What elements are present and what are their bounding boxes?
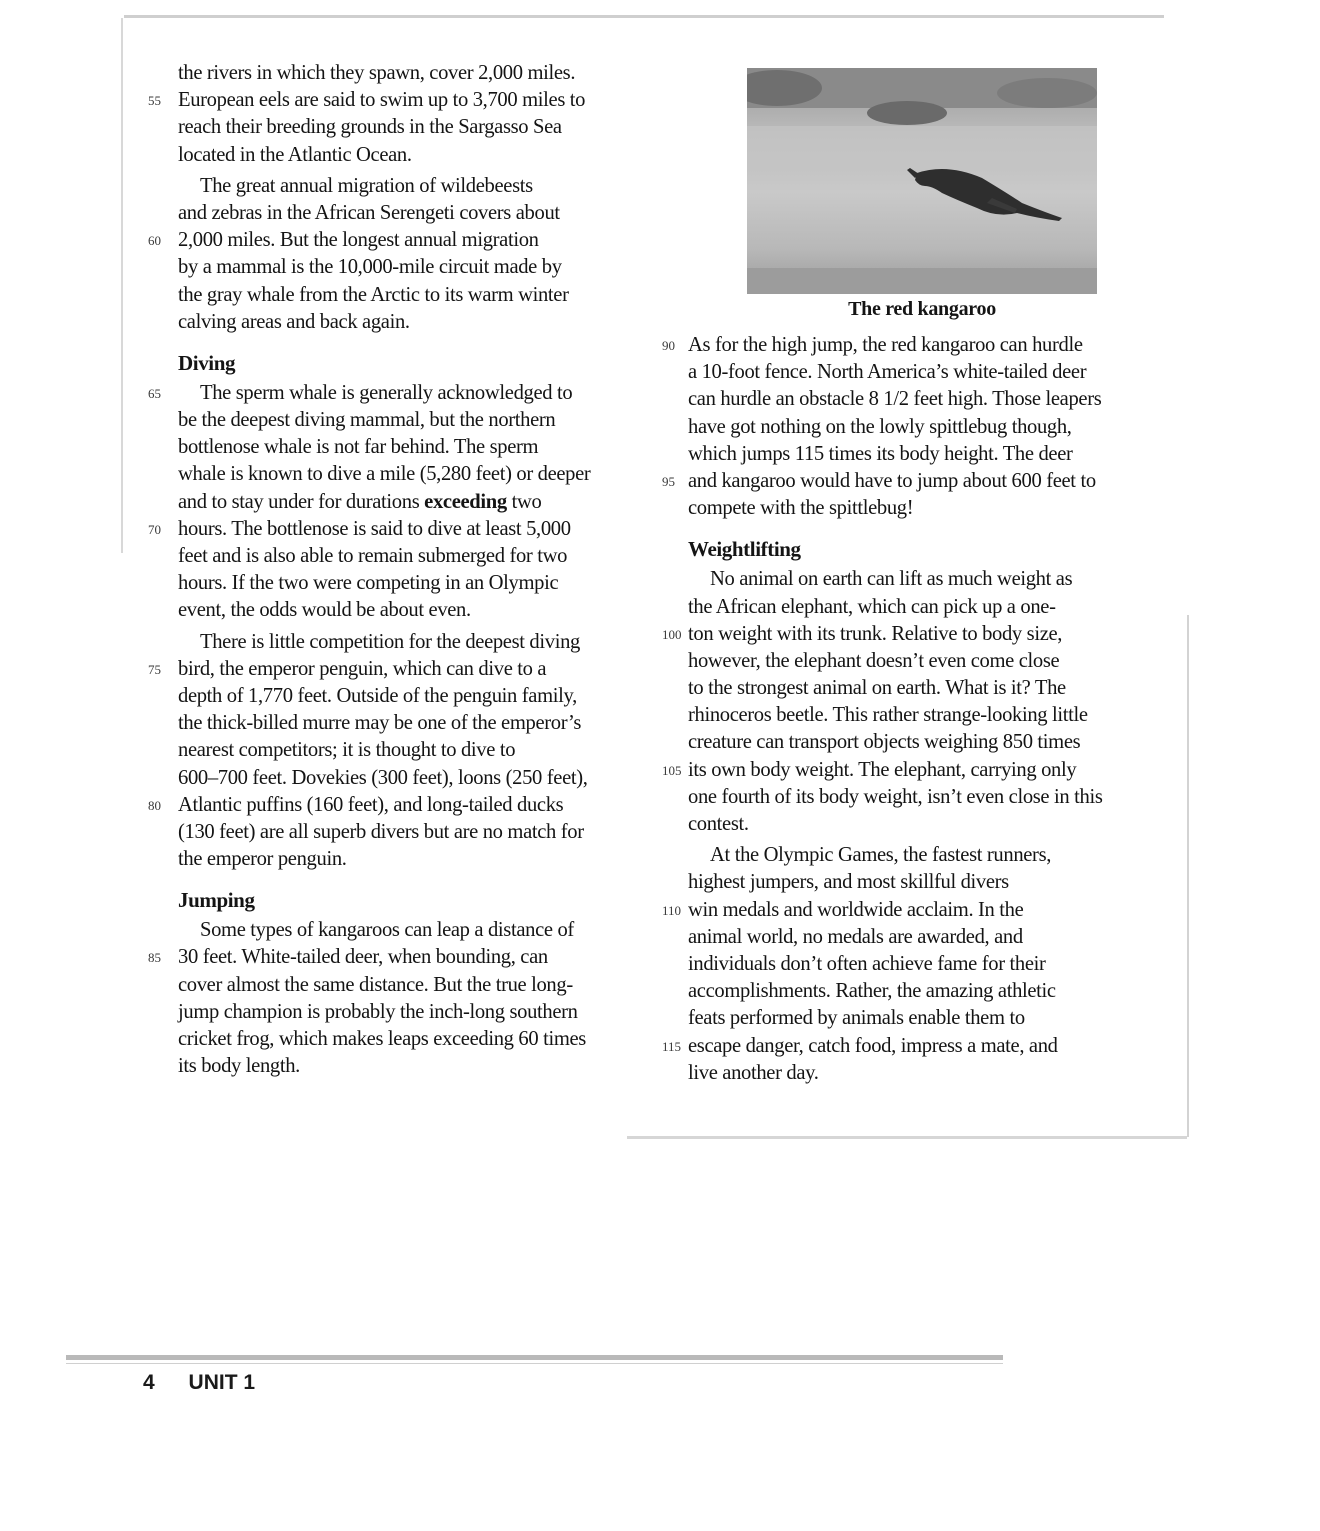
footer-rule-thin [66,1363,1003,1364]
line-text: the African elephant, which can pick up a one- [688,595,1056,618]
text-line [178,543,643,570]
line-text: the emperor penguin. [178,848,347,871]
line-text: and zebras in the African Serengeti covers about [178,201,560,224]
text-line [178,629,643,656]
line-text: however, the elephant doesn’t even come close [688,649,1060,672]
text-line [178,407,643,434]
right-text-body [662,332,1158,1087]
line-text: jump champion is probably the inch-long southern [178,1000,578,1023]
line-text: The great annual migration of wildebeests [200,174,533,197]
line-text: located in the Atlantic Ocean. [178,143,412,166]
kangaroo-photo [747,68,1097,294]
text-line [178,1053,643,1080]
text-line [148,227,643,254]
line-text: No animal on earth can lift as much weight as [710,568,1073,591]
line-text: which jumps 115 times its body height. The deer [688,442,1073,465]
text-line [662,897,1158,924]
line-text: Atlantic puffins (160 feet), and long-tailed ducks [178,793,564,816]
text-line [178,489,643,516]
text-line [688,784,1158,811]
page-footer [143,1371,255,1395]
line-text: depth of 1,770 feet. Outside of the penguin family, [178,684,577,707]
text-line [178,254,643,281]
text-line [662,332,1158,359]
line-text: European eels are said to swim up to 3,700 miles to [178,89,586,112]
line-text: As for the high jump, the red kangaroo can hurdle [688,334,1083,356]
line-text: animal world, no medals are awarded, and [688,925,1023,948]
line-number: 110 [662,902,682,918]
line-text: can hurdle an obstacle 8 1/2 feet high. Those leapers [688,388,1102,411]
text-line [688,951,1158,978]
text-line [662,1033,1158,1060]
text-line [178,60,643,87]
line-text: bird, the emperor penguin, which can dive to a [178,657,547,680]
line-text: and kangaroo would have to jump about 600 feet to [688,469,1096,492]
line-text: 2,000 miles. But the longest annual migration [178,229,539,252]
text-segment: and to stay under for durations [178,490,425,513]
line-number: 95 [662,473,675,489]
text-line [178,1026,643,1053]
line-text: calving areas and back again. [178,310,410,333]
text-line [688,702,1158,729]
text-line [688,1060,1158,1087]
line-number: 105 [662,762,682,778]
text-line [688,842,1158,869]
text-line [688,924,1158,951]
line-text: individuals don’t often achieve fame for their [688,952,1046,975]
line-text: event, the odds would be about even. [178,599,471,622]
line-text: cricket frog, which makes leaps exceeding 60 times [178,1028,586,1050]
line-text: 30 feet. White-tailed deer, when bounding, can [178,946,548,969]
line-text: win medals and worldwide acclaim. In the [688,898,1024,921]
text-line [688,1005,1158,1032]
line-text: accomplishments. Rather, the amazing athletic [688,980,1056,1003]
text-line [148,87,643,114]
text-line [178,819,643,846]
line-text: live another day. [688,1061,819,1084]
line-text: the gray whale from the Arctic to its warm winter [178,283,569,306]
text-line [148,792,643,819]
section-heading: Jumping [178,888,255,913]
right-border-rule [1187,615,1189,1137]
line-text: reach their breeding grounds in the Sargasso Sea [178,116,562,139]
text-line [178,597,643,624]
line-text: hours. The bottlenose is said to dive at least 5,000 [178,517,571,540]
text-line [178,282,643,309]
line-text: (130 feet) are all superb divers but are no match for [178,820,584,843]
text-line [178,765,643,792]
text-line [178,710,643,737]
line-number: 65 [148,385,161,401]
line-number: 85 [148,950,161,966]
top-border-rule [124,15,1164,18]
text-segment: two [506,490,542,513]
page-number: 4 [143,1371,155,1394]
text-line [148,380,643,407]
text-line [688,675,1158,702]
line-text: whale is known to dive a mile (5,280 feet) or deeper [178,463,591,486]
text-line [178,114,643,141]
line-number: 60 [148,233,161,249]
line-text: by a mammal is the 10,000-mile circuit made by [178,256,562,279]
left-border-rule [121,18,123,553]
line-number: 90 [662,338,675,353]
kangaroo-illustration [747,68,1097,294]
line-text: the rivers in which they spawn, cover 2,000 miles. [178,62,576,84]
line-text: ton weight with its trunk. Relative to body size, [688,622,1063,645]
text-line [148,944,643,971]
line-text: creature can transport objects weighing 850 times [688,731,1081,754]
text-line [178,999,643,1026]
line-number: 115 [662,1038,682,1054]
text-line [662,468,1158,495]
text-line [662,621,1158,648]
text-line [688,495,1158,522]
line-text: be the deepest diving mammal, but the northern [178,409,556,432]
line-text: one fourth of its body weight, isn’t even close in this [688,785,1103,808]
text-line [178,173,643,200]
text-line [688,566,1158,593]
line-text: There is little competition for the deepest diving [200,630,580,653]
line-text: its own body weight. The elephant, carrying only [688,758,1077,781]
footer-rule [66,1355,1003,1360]
text-line [178,142,643,169]
text-line [148,516,643,543]
text-line [178,309,643,336]
line-text: to the strongest animal on earth. What is it? The [688,677,1066,700]
line-text: its body length. [178,1055,300,1078]
text-line [178,846,643,873]
line-text: nearest competitors; it is thought to dive to [178,739,516,762]
line-number: 80 [148,797,161,813]
text-line [178,683,643,710]
line-text: The sperm whale is generally acknowledged to [200,381,573,404]
line-text: rhinoceros beetle. This rather strange-looking little [688,704,1088,727]
line-text: contest. [688,813,749,835]
photo-caption: The red kangaroo [848,298,996,320]
line-text: At the Olympic Games, the fastest runners, [710,844,1052,867]
line-text: Some types of kangaroos can leap a distance of [200,919,574,942]
line-text: hours. If the two were competing in an Olympic [178,572,559,595]
line-number: 100 [662,626,682,642]
left-text-column [148,60,643,1080]
right-text-column [662,64,1158,1087]
unit-label: UNIT 1 [188,1371,256,1394]
bottom-border-rule [627,1136,1187,1139]
line-text: feet and is also able to remain submerged for two [178,545,568,567]
section-heading: Diving [178,350,236,375]
line-text: compete with the spittlebug! [688,497,914,520]
text-line [178,737,643,764]
text-line [688,359,1158,386]
line-text: a 10-foot fence. North America’s white-tailed deer [688,361,1087,384]
line-text: 600–700 feet. Dovekies (300 feet), loons (250 feet), [178,766,588,789]
text-line [178,461,643,488]
text-line [178,972,643,999]
line-text: the thick-billed murre may be one of the emperor’s [178,712,582,735]
line-text: bottlenose whale is not far behind. The sperm [178,436,539,459]
text-line [662,757,1158,784]
line-text: escape danger, catch food, impress a mate, and [688,1034,1058,1057]
text-line [148,656,643,683]
text-line [178,917,643,944]
text-line [688,811,1158,838]
text-line [688,386,1158,413]
text-line [688,648,1158,675]
line-text: cover almost the same distance. But the true long- [178,973,573,996]
vocabulary-word: exceeding [424,490,507,513]
text-line [688,594,1158,621]
line-text: have got nothing on the lowly spittlebug though, [688,415,1072,438]
line-text: feats performed by animals enable them to [688,1007,1025,1030]
line-text: highest jumpers, and most skillful divers [688,871,1009,894]
text-line [688,978,1158,1005]
text-line [178,570,643,597]
text-line [688,414,1158,441]
text-line [688,441,1158,468]
text-line [688,869,1158,896]
section-heading: Weightlifting [688,537,801,562]
line-number: 70 [148,521,161,537]
line-number: 55 [148,93,161,109]
text-line [178,200,643,227]
text-line [178,434,643,461]
text-line [688,729,1158,756]
line-number: 75 [148,661,161,677]
